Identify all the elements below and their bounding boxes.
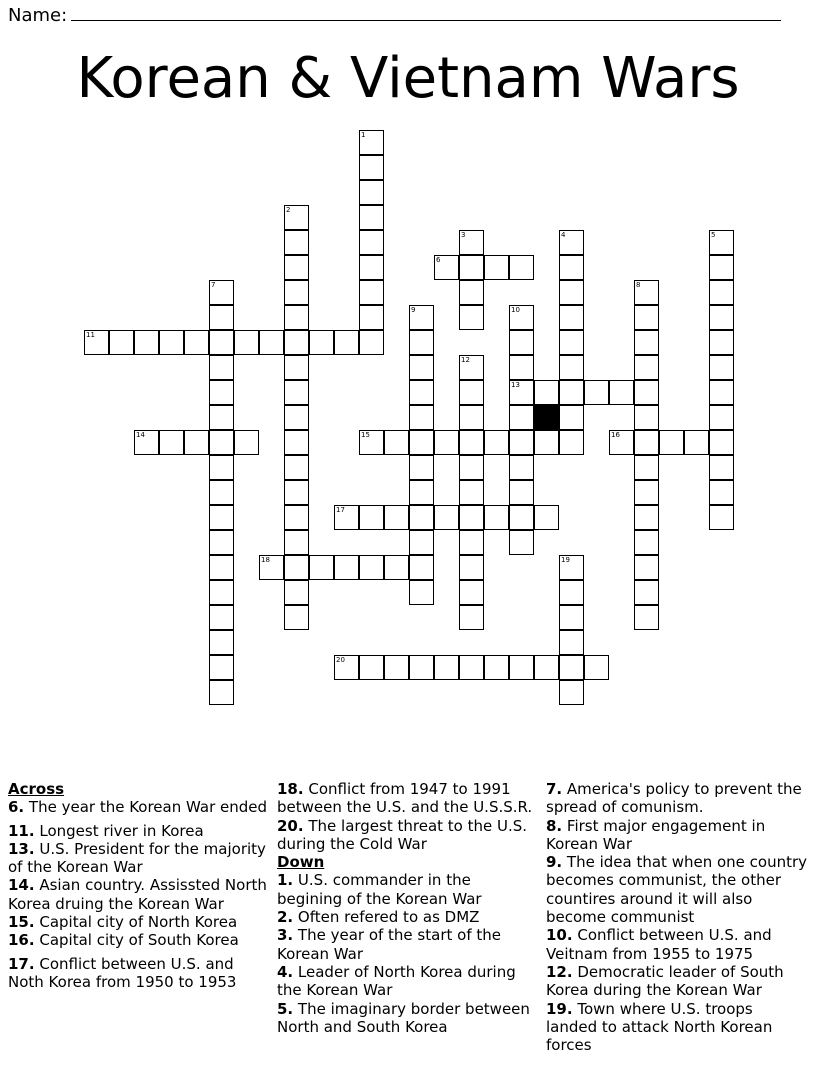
cell-number: 10 xyxy=(511,306,520,314)
grid-cell[interactable] xyxy=(509,355,534,380)
clue-down-5: 5. The imaginary border between North and South Korea xyxy=(277,999,530,1036)
grid-cell[interactable] xyxy=(534,655,559,680)
grid-cell[interactable] xyxy=(284,530,309,555)
cell-number: 2 xyxy=(286,206,291,214)
clue-down-7: 7. America's policy to prevent the spread of comunism. xyxy=(546,780,802,817)
grid-cell[interactable] xyxy=(284,305,309,330)
grid-cell[interactable] xyxy=(559,655,584,680)
grid-cell[interactable] xyxy=(284,580,309,605)
grid-cell[interactable] xyxy=(359,330,384,355)
cell-number: 1 xyxy=(361,131,366,139)
grid-cell[interactable] xyxy=(709,505,734,530)
grid-cell[interactable] xyxy=(209,355,234,380)
clue-across-6: 6. The year the Korean War ended xyxy=(8,798,268,817)
grid-cell[interactable] xyxy=(634,580,659,605)
grid-cell[interactable] xyxy=(709,405,734,430)
grid-cell[interactable] xyxy=(309,330,334,355)
clues-column-1 xyxy=(8,780,270,991)
cell-number: 14 xyxy=(136,431,145,439)
grid-cell[interactable] xyxy=(359,180,384,205)
grid-cell[interactable] xyxy=(409,405,434,430)
grid-cell[interactable] xyxy=(409,305,434,330)
across-heading: Across xyxy=(8,780,65,798)
grid-cell[interactable] xyxy=(459,605,484,630)
grid-cell[interactable] xyxy=(559,630,584,655)
grid-cell[interactable] xyxy=(209,555,234,580)
grid-cell[interactable] xyxy=(634,605,659,630)
grid-cell[interactable] xyxy=(434,655,459,680)
grid-cell[interactable] xyxy=(459,505,484,530)
cell-number: 4 xyxy=(561,231,566,239)
grid-cell[interactable] xyxy=(284,280,309,305)
grid-cell[interactable] xyxy=(459,380,484,405)
grid-cell[interactable] xyxy=(209,430,234,455)
grid-cell[interactable] xyxy=(359,255,384,280)
grid-cell[interactable] xyxy=(559,330,584,355)
cell-number: 15 xyxy=(361,431,370,439)
grid-cell[interactable] xyxy=(634,305,659,330)
cell-number: 3 xyxy=(461,231,466,239)
grid-cell[interactable] xyxy=(509,330,534,355)
grid-cell[interactable] xyxy=(109,330,134,355)
grid-cell[interactable] xyxy=(209,680,234,705)
grid-cell[interactable] xyxy=(184,430,209,455)
grid-cell[interactable] xyxy=(634,555,659,580)
grid-cell[interactable] xyxy=(584,655,609,680)
grid-cell[interactable] xyxy=(284,480,309,505)
grid-cell[interactable] xyxy=(234,430,259,455)
grid-cell[interactable] xyxy=(359,130,384,155)
grid-cell[interactable] xyxy=(709,305,734,330)
grid-cell[interactable] xyxy=(234,330,259,355)
grid-cell[interactable] xyxy=(409,330,434,355)
grid-cell[interactable] xyxy=(709,455,734,480)
grid-cell[interactable] xyxy=(284,205,309,230)
grid-cell[interactable] xyxy=(409,480,434,505)
grid-cell[interactable] xyxy=(284,455,309,480)
grid-cell[interactable] xyxy=(209,580,234,605)
grid-cell[interactable] xyxy=(209,605,234,630)
grid-cell[interactable] xyxy=(459,655,484,680)
grid-cell[interactable] xyxy=(484,505,509,530)
grid-cell[interactable] xyxy=(709,380,734,405)
grid-cell[interactable] xyxy=(209,630,234,655)
grid-cell[interactable] xyxy=(359,280,384,305)
cell-number: 7 xyxy=(211,281,216,289)
cell-number: 16 xyxy=(611,431,620,439)
grid-cell[interactable] xyxy=(184,330,209,355)
grid-cell[interactable] xyxy=(409,580,434,605)
grid-cell[interactable] xyxy=(284,605,309,630)
grid-cell[interactable] xyxy=(359,230,384,255)
grid-cell[interactable] xyxy=(634,380,659,405)
grid-cell[interactable] xyxy=(259,555,284,580)
grid-cell[interactable] xyxy=(359,155,384,180)
clue-across-17: 17. Conflict between U.S. and Noth Korea from 1950 to 1953 xyxy=(8,954,237,991)
grid-cell[interactable] xyxy=(634,280,659,305)
grid-cell[interactable] xyxy=(284,255,309,280)
grid-cell[interactable] xyxy=(284,405,309,430)
grid-cell[interactable] xyxy=(284,555,309,580)
cell-number: 19 xyxy=(561,556,570,564)
grid-cell[interactable] xyxy=(634,330,659,355)
cell-number: 5 xyxy=(711,231,716,239)
grid-cell[interactable] xyxy=(334,330,359,355)
grid-cell[interactable] xyxy=(284,230,309,255)
grid-cell[interactable] xyxy=(384,555,409,580)
grid-cell[interactable] xyxy=(609,380,634,405)
grid-cell[interactable] xyxy=(384,505,409,530)
grid-cell[interactable] xyxy=(709,330,734,355)
clue-down-12: 12. Democratic leader of South Korea during the Korean War xyxy=(546,962,784,1000)
grid-cell[interactable] xyxy=(359,305,384,330)
grid-cell[interactable] xyxy=(659,430,684,455)
clue-across-14: 14. Asian country. Assissted North Korea druing the Korean War xyxy=(8,876,267,913)
grid-cell[interactable] xyxy=(209,655,234,680)
grid-cell[interactable] xyxy=(559,405,584,430)
cell-number: 6 xyxy=(436,256,441,264)
grid-cell[interactable] xyxy=(484,655,509,680)
cell-number: 8 xyxy=(636,281,641,289)
grid-cell[interactable] xyxy=(84,330,109,355)
grid-cell[interactable] xyxy=(159,330,184,355)
black-cell xyxy=(534,405,559,430)
grid-cell[interactable] xyxy=(434,255,459,280)
grid-cell[interactable] xyxy=(459,405,484,430)
grid-cell[interactable] xyxy=(709,230,734,255)
grid-cell[interactable] xyxy=(634,405,659,430)
grid-cell[interactable] xyxy=(209,480,234,505)
grid-cell[interactable] xyxy=(209,530,234,555)
grid-cell[interactable] xyxy=(559,580,584,605)
clue-across-13: 13. U.S. President for the majority of the Korean War xyxy=(8,839,266,877)
grid-cell[interactable] xyxy=(459,355,484,380)
grid-cell[interactable] xyxy=(509,505,534,530)
grid-cell[interactable] xyxy=(209,505,234,530)
grid-cell[interactable] xyxy=(559,680,584,705)
clue-down-10: 10. Conflict between U.S. and Veitnam from 1955 to 1975 xyxy=(546,926,772,963)
grid-cell[interactable] xyxy=(509,530,534,555)
grid-cell[interactable] xyxy=(134,330,159,355)
grid-cell[interactable] xyxy=(284,430,309,455)
grid-cell[interactable] xyxy=(559,280,584,305)
grid-cell[interactable] xyxy=(709,280,734,305)
grid-cell[interactable] xyxy=(509,405,534,430)
clue-down-2: 2. Often refered to as DMZ xyxy=(277,908,480,927)
grid-cell[interactable] xyxy=(559,305,584,330)
grid-cell[interactable] xyxy=(509,480,534,505)
grid-cell[interactable] xyxy=(284,355,309,380)
grid-cell[interactable] xyxy=(209,305,234,330)
grid-cell[interactable] xyxy=(309,555,334,580)
cell-number: 18 xyxy=(261,556,270,564)
grid-cell[interactable] xyxy=(509,305,534,330)
grid-cell[interactable] xyxy=(534,505,559,530)
grid-cell[interactable] xyxy=(634,455,659,480)
grid-cell[interactable] xyxy=(259,330,284,355)
grid-cell[interactable] xyxy=(459,255,484,280)
grid-cell[interactable] xyxy=(209,380,234,405)
cell-number: 13 xyxy=(511,381,520,389)
cell-number: 17 xyxy=(336,506,345,514)
grid-cell[interactable] xyxy=(409,380,434,405)
grid-cell[interactable] xyxy=(134,430,159,455)
grid-cell[interactable] xyxy=(334,555,359,580)
grid-cell[interactable] xyxy=(409,455,434,480)
clue-down-1: 1. U.S. commander in the begining of the Korean War xyxy=(277,871,482,908)
grid-cell[interactable] xyxy=(484,255,509,280)
clues-column-2 xyxy=(277,780,539,1036)
grid-cell[interactable] xyxy=(584,380,609,405)
clue-down-4: 4. Leader of North Korea during the Korean War xyxy=(277,962,516,1000)
grid-cell[interactable] xyxy=(459,305,484,330)
grid-cell[interactable] xyxy=(559,230,584,255)
grid-cell[interactable] xyxy=(534,380,559,405)
grid-cell[interactable] xyxy=(509,455,534,480)
grid-cell[interactable] xyxy=(509,655,534,680)
cell-number: 12 xyxy=(461,356,470,364)
grid-cell[interactable] xyxy=(459,455,484,480)
grid-cell[interactable] xyxy=(409,430,434,455)
grid-cell[interactable] xyxy=(459,430,484,455)
grid-cell[interactable] xyxy=(684,430,709,455)
grid-cell[interactable] xyxy=(634,430,659,455)
grid-cell[interactable] xyxy=(284,330,309,355)
grid-cell[interactable] xyxy=(284,380,309,405)
grid-cell[interactable] xyxy=(459,480,484,505)
grid-cell[interactable] xyxy=(409,355,434,380)
grid-cell[interactable] xyxy=(509,380,534,405)
cell-number: 9 xyxy=(411,306,416,314)
grid-cell[interactable] xyxy=(209,405,234,430)
grid-cell[interactable] xyxy=(334,505,359,530)
clue-down-3: 3. The year of the start of the Korean War xyxy=(277,926,501,963)
grid-cell[interactable] xyxy=(509,255,534,280)
clue-down-9: 9. The idea that when one country becomes communist, the other countires around it will also become communist xyxy=(546,853,808,927)
grid-cell[interactable] xyxy=(459,530,484,555)
grid-cell[interactable] xyxy=(559,355,584,380)
grid-cell[interactable] xyxy=(284,505,309,530)
puzzle-title: Korean & Vietnam Wars xyxy=(76,46,740,111)
grid-cell[interactable] xyxy=(409,530,434,555)
grid-cell[interactable] xyxy=(709,255,734,280)
grid-cell[interactable] xyxy=(559,605,584,630)
grid-cell[interactable] xyxy=(159,430,184,455)
grid-cell[interactable] xyxy=(459,280,484,305)
grid-cell[interactable] xyxy=(384,430,409,455)
grid-cell[interactable] xyxy=(559,555,584,580)
grid-cell[interactable] xyxy=(609,430,634,455)
grid-cell[interactable] xyxy=(409,505,434,530)
grid-cell[interactable] xyxy=(484,430,509,455)
grid-cell[interactable] xyxy=(359,655,384,680)
grid-cell[interactable] xyxy=(509,430,534,455)
grid-cell[interactable] xyxy=(559,255,584,280)
grid-cell[interactable] xyxy=(434,505,459,530)
clue-across-20: 20. The largest threat to the U.S. during the Cold War xyxy=(277,816,528,853)
cell-number: 20 xyxy=(336,656,345,664)
grid-cell[interactable] xyxy=(459,230,484,255)
clue-across-15: 15. Capital city of North Korea xyxy=(8,913,238,932)
grid-cell[interactable] xyxy=(709,355,734,380)
grid-cell[interactable] xyxy=(359,555,384,580)
grid-cell[interactable] xyxy=(709,480,734,505)
clue-down-19: 19. Town where U.S. troops landed to attack North Korean forces xyxy=(546,999,773,1055)
grid-cell[interactable] xyxy=(634,355,659,380)
grid-cell[interactable] xyxy=(709,430,734,455)
grid-cell[interactable] xyxy=(559,430,584,455)
clue-across-11: 11. Longest river in Korea xyxy=(8,821,204,840)
grid-cell[interactable] xyxy=(559,380,584,405)
grid-cell[interactable] xyxy=(359,430,384,455)
grid-cell[interactable] xyxy=(359,205,384,230)
grid-cell[interactable] xyxy=(384,655,409,680)
grid-cell[interactable] xyxy=(434,430,459,455)
grid-cell[interactable] xyxy=(534,430,559,455)
grid-cell[interactable] xyxy=(459,580,484,605)
grid-cell[interactable] xyxy=(359,505,384,530)
grid-cell[interactable] xyxy=(634,480,659,505)
grid-cell[interactable] xyxy=(209,280,234,305)
clues-column-3 xyxy=(546,780,808,1054)
clue-across-18: 18. Conflict from 1947 to 1991 between the U.S. and the U.S.S.R. xyxy=(277,780,533,817)
grid-cell[interactable] xyxy=(209,455,234,480)
down-heading: Down xyxy=(277,853,325,872)
grid-cell[interactable] xyxy=(209,330,234,355)
grid-cell[interactable] xyxy=(634,530,659,555)
name-label: Name: xyxy=(8,5,68,26)
clue-down-8: 8. First major engagement in Korean War xyxy=(546,816,766,853)
grid-cell[interactable] xyxy=(409,555,434,580)
clue-across-16: 16. Capital city of South Korea xyxy=(8,931,239,950)
cell-number: 11 xyxy=(86,331,95,339)
grid-cell[interactable] xyxy=(459,555,484,580)
grid-cell[interactable] xyxy=(634,505,659,530)
grid-cell[interactable] xyxy=(409,655,434,680)
grid-cell[interactable] xyxy=(334,655,359,680)
